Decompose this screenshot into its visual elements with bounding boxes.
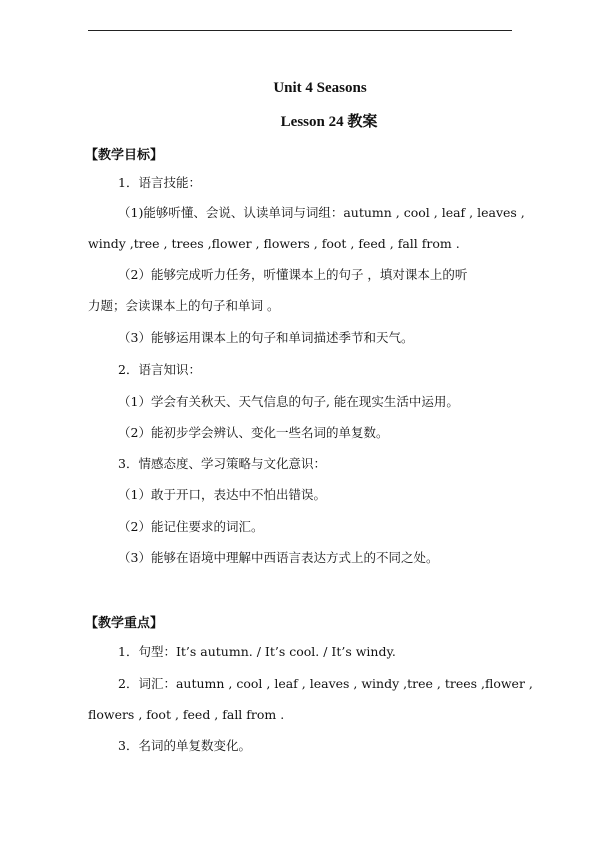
knowledge-point-2: （2）能初步学会辨认、变化一些名词的单复数。 [118, 425, 389, 440]
knowledge-title: 2．语言知识： [118, 362, 201, 377]
skills-point-2a: （2）能够完成听力任务，听懂课本上的句子 ，填对课本上的听 [118, 267, 468, 282]
knowledge-point-1: （1）学会有关秋天、天气信息的句子, 能在现实生活中运用。 [118, 394, 459, 409]
attitude-title: 3．情感态度、学习策略与文化意识： [118, 456, 326, 471]
objectives-heading: 【教学目标】 [85, 148, 164, 163]
key-vocabulary-a: 2．词汇：autumn , cool , leaf , leaves , windy ,tree , trees ,flower , [118, 676, 533, 691]
key-points-heading: 【教学重点】 [85, 616, 164, 631]
document-subtitle: Lesson 24 教案 [280, 114, 378, 130]
skills-title: 1．语言技能： [118, 175, 201, 190]
attitude-point-3: （3）能够在语境中理解中西语言表达方式上的不同之处。 [118, 550, 439, 565]
key-vocabulary-b: flowers , foot , feed , fall from . [88, 707, 285, 722]
key-sentence-pattern: 1．句型：It’s autumn. / It’s cool. / It’s windy. [118, 644, 396, 659]
key-noun-plural: 3．名词的单复数变化。 [118, 738, 251, 753]
skills-point-3: （3）能够运用课本上的句子和单词描述季节和天气。 [118, 330, 414, 345]
skills-point-1b: windy ,tree , trees ,flower , flowers , foot , feed , fall from . [88, 236, 460, 251]
attitude-point-2: （2）能记住要求的词汇。 [118, 519, 264, 534]
attitude-point-1: （1）敢于开口，表达中不怕出错误。 [118, 487, 326, 502]
skills-point-2b: 力题；会读课本上的句子和单词 。 [88, 298, 280, 313]
document-title: Unit 4 Seasons [273, 80, 367, 96]
header-rule [88, 30, 512, 31]
skills-point-1a: （1)能够听懂、会说、认读单词与词组：autumn , cool , leaf , leaves , [118, 205, 525, 220]
